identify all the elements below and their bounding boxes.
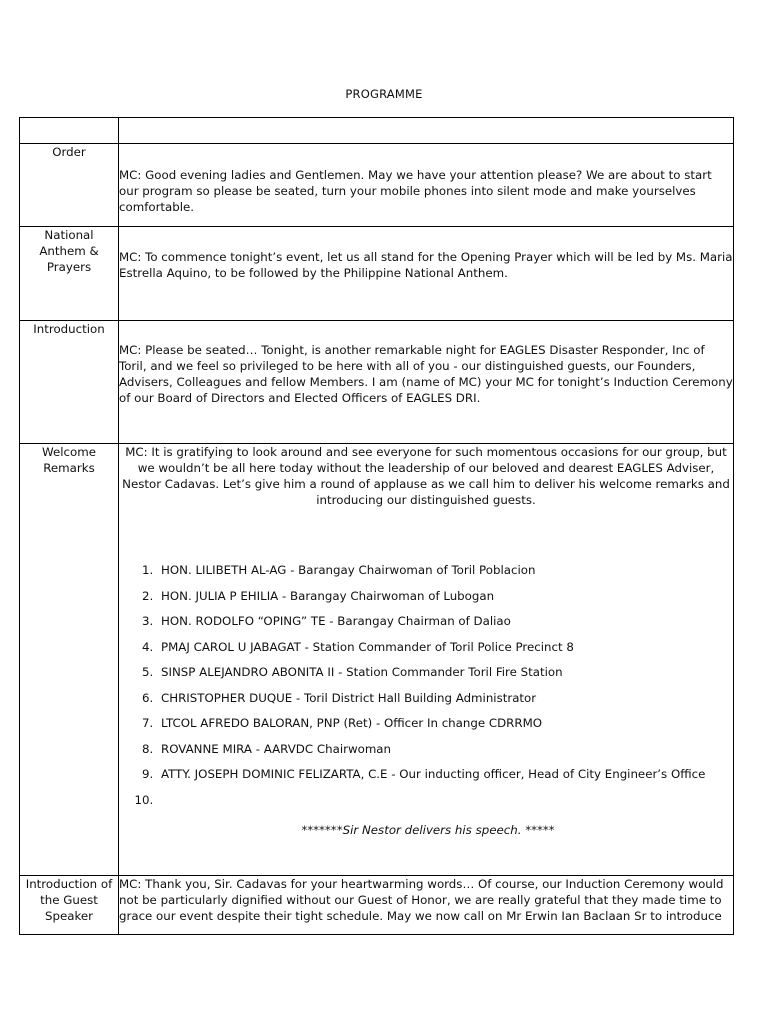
script-cell-introduction [119, 321, 734, 444]
list-item: 7. LTCOL AFREDO BALORAN, PNP (Ret) - Officer In change CDRRMO [157, 715, 733, 741]
mc-line-anthem: MC: To commence tonight’s event, let us all stand for the Opening Prayer which will be led by Ms. Maria Estrella Aquino, to be followed by the Philippine National Anthem. [119, 250, 733, 280]
list-item: 6. CHRISTOPHER DUQUE - Toril District Hall Building Administrator [157, 690, 733, 716]
table-row-header [20, 118, 734, 144]
mc-line-order: MC: Good evening ladies and Gentlemen. May we have your attention please? We are about to start our program so please be seated, turn your mobile phones into silent mode and make yourselves comfortable. [119, 168, 712, 214]
script-cell-order [119, 144, 734, 227]
segment-cell-guest-speaker: Introduction of the Guest Speaker [20, 876, 119, 935]
table-row-welcome [20, 444, 734, 876]
mc-line-welcome: MC: It is gratifying to look around and see everyone for such momentous occasions for our group, but we wouldn’t be all here today without the leadership of our beloved and dearest EAGLES Adviser, Nestor Cadavas. Let’s give him a round of applause as we call him to deliver his welcome remarks and introducing our distinguished guests. [122, 445, 730, 507]
list-item [157, 792, 733, 818]
programme-table [19, 117, 734, 935]
segment-cell-introduction: Introduction [20, 321, 119, 444]
guest-list [119, 562, 733, 817]
speech-note: *******Sir Nestor delivers his speech. ***** [301, 823, 555, 837]
list-item: 4. PMAJ CAROL U JABAGAT - Station Commander of Toril Police Precinct 8 [157, 639, 733, 665]
table-row-anthem [20, 227, 734, 321]
list-item: 2. HON. JULIA P EHILIA - Barangay Chairwoman of Lubogan [157, 588, 733, 614]
list-item: 1. HON. LILIBETH AL-AG - Barangay Chairwoman of Toril Poblacion [157, 562, 733, 588]
mc-line-introduction: MC: Please be seated… Tonight, is another remarkable night for EAGLES Disaster Responder, Inc of Toril, and we feel so privileged to be here with all of you - our distinguished guests, our Founders, Advisers, Colleagues and fellow Members. I am (name of MC) your MC for tonight’s Induction Ceremony of our Board of Directors and Elected Officers of EAGLES DRI. [119, 343, 733, 405]
list-item: 3. HON. RODOLFO “OPING” TE - Barangay Chairman of Daliao [157, 613, 733, 639]
list-item: 9. ATTY. JOSEPH DOMINIC FELIZARTA, C.E - Our inducting officer, Head of City Engineer’s Office [157, 766, 733, 792]
list-item: 5. SINSP ALEJANDRO ABONITA II - Station Commander Toril Fire Station [157, 664, 733, 690]
segment-cell [20, 118, 119, 144]
segment-cell-anthem: National Anthem & Prayers [20, 227, 119, 321]
table-row-introduction [20, 321, 734, 444]
list-item: 8. ROVANNE MIRA - AARVDC Chairwoman [157, 741, 733, 767]
page-title: PROGRAMME [345, 87, 423, 101]
script-cell-guest-speaker [119, 876, 734, 935]
segment-cell-welcome: Welcome Remarks [20, 444, 119, 876]
script-cell-anthem [119, 227, 734, 321]
table-row-order [20, 144, 734, 227]
segment-cell-order: Order [20, 144, 119, 227]
script-cell-welcome [119, 444, 734, 876]
script-cell [119, 118, 734, 144]
table-row-guest-speaker [20, 876, 734, 935]
mc-line-guest-speaker: MC: Thank you, Sir. Cadavas for your heartwarming words… Of course, our Induction Ceremony would not be particularly dignified without our Guest of Honor, we are really grateful that they made time to grace our event despite their tight schedule. May we now call on Mr Erwin Ian Baclaan Sr to introduce [119, 877, 724, 923]
